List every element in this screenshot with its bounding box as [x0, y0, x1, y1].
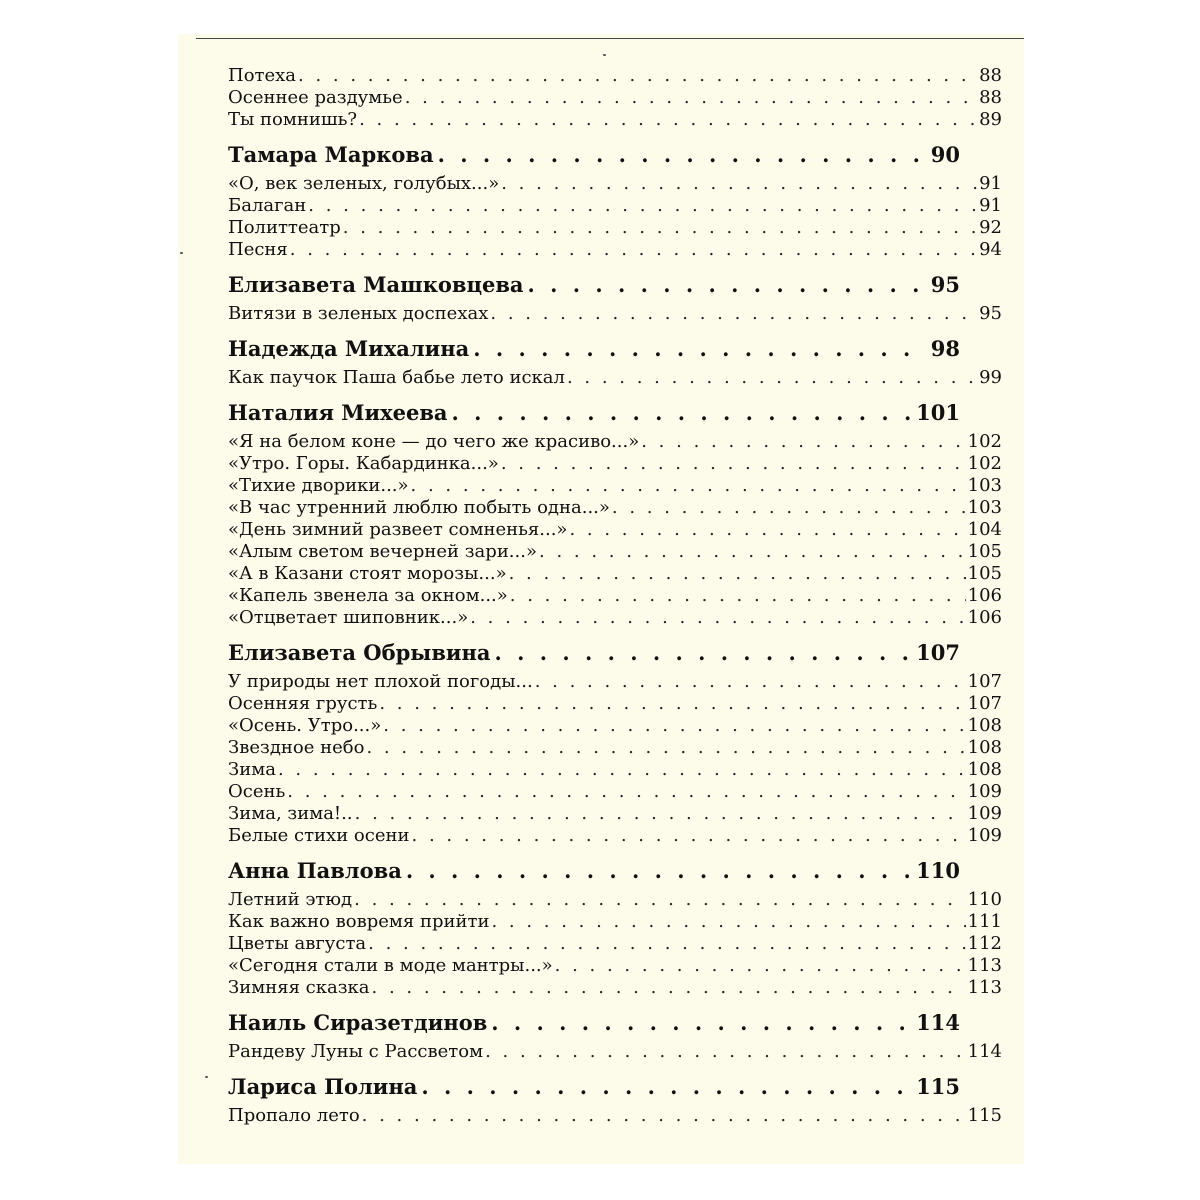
- toc-entry: [228, 563, 1002, 585]
- dot-leader: [473, 335, 927, 363]
- toc-entry: [228, 217, 1002, 239]
- toc-section: [228, 1009, 1002, 1063]
- entry-title: Песня: [228, 239, 288, 260]
- dot-leader: [359, 109, 977, 131]
- book-page: [178, 34, 1024, 1164]
- toc-entry: [228, 759, 1002, 781]
- entry-title: Звездное небо: [228, 737, 365, 758]
- entry-page-number: 106: [967, 585, 1002, 606]
- dot-leader: [308, 195, 977, 217]
- entry-title: «Алым светом вечерней зари...»: [228, 541, 537, 562]
- toc-entry: [228, 803, 1002, 825]
- author-page-number: 115: [916, 1074, 960, 1099]
- entry-title: «Сегодня стали в моде мантры...»: [228, 955, 553, 976]
- entry-page-number: 103: [967, 475, 1002, 496]
- toc-entry: [228, 585, 1002, 607]
- print-speck: [180, 252, 183, 254]
- entry-page-number: 112: [967, 933, 1002, 954]
- dot-leader: [368, 933, 965, 955]
- dot-leader: [641, 431, 965, 453]
- author-name: Тамара Маркова: [228, 142, 434, 167]
- toc-entry: [228, 367, 1002, 389]
- entry-page-number: 103: [967, 497, 1002, 518]
- entry-title: Пропало лето: [228, 1105, 360, 1126]
- dot-leader: [494, 639, 912, 667]
- dot-leader: [412, 825, 966, 847]
- dot-leader: [287, 781, 965, 803]
- entry-page-number: 102: [967, 453, 1002, 474]
- dot-leader: [366, 737, 965, 759]
- entry-title: «А в Казани стоят морозы...»: [228, 563, 507, 584]
- entry-title: Цветы августа: [228, 933, 367, 954]
- dot-leader: [383, 715, 965, 737]
- toc-entry: [228, 497, 1002, 519]
- entry-page-number: 104: [967, 519, 1002, 540]
- toc-entry: [228, 715, 1002, 737]
- dot-leader: [555, 955, 966, 977]
- entry-title: Как важно вовремя прийти: [228, 911, 490, 932]
- toc-section: [228, 1073, 1002, 1127]
- dot-leader: [510, 585, 966, 607]
- entry-page-number: 99: [979, 367, 1002, 388]
- author-page-number: 114: [916, 1010, 960, 1035]
- author-heading: [228, 857, 960, 885]
- toc-entry: [228, 239, 1002, 261]
- author-heading: [228, 335, 960, 363]
- author-page-number: 107: [916, 640, 960, 665]
- entry-title: Осенняя грусть: [228, 693, 378, 714]
- entry-page-number: 105: [967, 563, 1002, 584]
- entry-page-number: 89: [979, 109, 1002, 130]
- entry-page-number: 109: [967, 781, 1002, 802]
- entry-title: Витязи в зеленых доспехах: [228, 303, 489, 324]
- entry-title: Ты помнишь?: [228, 109, 358, 130]
- author-name: Елизавета Обрывина: [228, 640, 491, 665]
- toc-entry: [228, 955, 1002, 977]
- entry-title: Зима, зима!..: [228, 803, 353, 824]
- dot-leader: [372, 977, 966, 999]
- table-of-contents: [228, 65, 1002, 1127]
- author-page-number: 90: [930, 142, 960, 167]
- dot-leader: [343, 217, 977, 239]
- toc-entry: [228, 173, 1002, 195]
- toc-entry: [228, 933, 1002, 955]
- author-page-number: 101: [916, 400, 960, 425]
- entry-page-number: 108: [967, 715, 1002, 736]
- author-name: Анна Павлова: [228, 858, 402, 883]
- dot-leader: [491, 1009, 912, 1037]
- entry-title: «Отцветает шиповник...»: [228, 607, 469, 628]
- entry-title: Осень: [228, 781, 286, 802]
- entry-page-number: 111: [967, 911, 1002, 932]
- toc-entry: [228, 475, 1002, 497]
- entry-page-number: 94: [979, 239, 1002, 260]
- toc-entry: [228, 889, 1002, 911]
- toc-entry: [228, 1105, 1002, 1127]
- toc-entry: [228, 431, 1002, 453]
- entry-title: «Я на белом коне — до чего же красиво...»: [228, 431, 640, 452]
- entry-page-number: 107: [967, 671, 1002, 692]
- author-heading: [228, 1009, 960, 1037]
- dot-leader: [452, 399, 913, 427]
- author-name: Наталия Михеева: [228, 400, 448, 425]
- entry-title: У природы нет плохой погоды...: [228, 671, 533, 692]
- toc-section: [228, 335, 1002, 389]
- toc-entry: [228, 453, 1002, 475]
- dot-leader: [501, 453, 966, 475]
- author-page-number: 98: [930, 336, 960, 361]
- entry-page-number: 88: [979, 65, 1002, 86]
- entry-title: Как паучок Паша бабье лето искал: [228, 367, 565, 388]
- entry-title: «Капель звенела за окном...»: [228, 585, 508, 606]
- dot-leader: [539, 541, 966, 563]
- toc-entry: [228, 825, 1002, 847]
- entry-title: Балаган: [228, 195, 307, 216]
- toc-entry: [228, 911, 1002, 933]
- dot-leader: [438, 141, 927, 169]
- dot-leader: [421, 1073, 912, 1101]
- dot-leader: [501, 173, 977, 195]
- dot-leader: [490, 303, 977, 325]
- entry-page-number: 107: [967, 693, 1002, 714]
- entry-title: Белые стихи осени: [228, 825, 410, 846]
- toc-entry: [228, 87, 1002, 109]
- entry-page-number: 95: [979, 303, 1002, 324]
- toc-section: [228, 639, 1002, 847]
- entry-page-number: 114: [967, 1041, 1002, 1062]
- toc-entry: [228, 109, 1002, 131]
- author-name: Наиль Сиразетдинов: [228, 1010, 488, 1035]
- toc-entry: [228, 977, 1002, 999]
- entry-title: «В час утренний люблю побыть одна...»: [228, 497, 610, 518]
- dot-leader: [379, 693, 965, 715]
- toc-entry: [228, 737, 1002, 759]
- toc-entry: [228, 693, 1002, 715]
- entry-page-number: 109: [967, 825, 1002, 846]
- entry-title: Летний этюд: [228, 889, 353, 910]
- entry-title: «День зимний развеет сомненья...»: [228, 519, 568, 540]
- toc-entry: [228, 607, 1002, 629]
- dot-leader: [535, 671, 966, 693]
- entry-page-number: 91: [979, 173, 1002, 194]
- toc-section: [228, 141, 1002, 261]
- entry-title: Зима: [228, 759, 276, 780]
- dot-leader: [354, 889, 966, 911]
- entry-page-number: 108: [967, 737, 1002, 758]
- dot-leader: [509, 563, 966, 585]
- dot-leader: [355, 803, 966, 825]
- toc-entry: [228, 781, 1002, 803]
- dot-leader: [290, 239, 977, 261]
- toc-entry: [228, 195, 1002, 217]
- author-page-number: 110: [916, 858, 960, 883]
- author-page-number: 95: [930, 272, 960, 297]
- entry-page-number: 110: [967, 889, 1002, 910]
- dot-leader: [569, 519, 965, 541]
- toc-entry: [228, 303, 1002, 325]
- entry-page-number: 113: [967, 977, 1002, 998]
- entry-page-number: 88: [979, 87, 1002, 108]
- entry-page-number: 106: [967, 607, 1002, 628]
- toc-section: [228, 271, 1002, 325]
- dot-leader: [411, 475, 966, 497]
- toc-section: [228, 65, 1002, 131]
- dot-leader: [362, 1105, 966, 1127]
- author-heading: [228, 141, 960, 169]
- dot-leader: [298, 65, 977, 87]
- author-name: Лариса Полина: [228, 1074, 418, 1099]
- author-name: Елизавета Машковцева: [228, 272, 524, 297]
- entry-page-number: 108: [967, 759, 1002, 780]
- entry-title: «О, век зеленых, голубых...»: [228, 173, 500, 194]
- print-speck: [205, 1076, 208, 1078]
- toc-section: [228, 857, 1002, 999]
- top-rule: [196, 38, 1024, 39]
- entry-title: «Тихие дворики...»: [228, 475, 409, 496]
- entry-page-number: 109: [967, 803, 1002, 824]
- entry-page-number: 91: [979, 195, 1002, 216]
- dot-leader: [567, 367, 977, 389]
- toc-section: [228, 399, 1002, 629]
- entry-title: Зимняя сказка: [228, 977, 370, 998]
- author-name: Надежда Михалина: [228, 336, 470, 361]
- dot-leader: [470, 607, 965, 629]
- toc-entry: [228, 519, 1002, 541]
- dot-leader: [612, 497, 966, 519]
- author-heading: [228, 639, 960, 667]
- entry-title: «Осень. Утро...»: [228, 715, 382, 736]
- entry-title: Рандеву Луны с Рассветом: [228, 1041, 484, 1062]
- toc-entry: [228, 541, 1002, 563]
- toc-entry: [228, 671, 1002, 693]
- entry-title: Осеннее раздумье: [228, 87, 403, 108]
- entry-title: Потеха: [228, 65, 297, 86]
- dot-leader: [278, 759, 966, 781]
- entry-page-number: 92: [979, 217, 1002, 238]
- dot-leader: [485, 1041, 966, 1063]
- author-heading: [228, 399, 960, 427]
- author-heading: [228, 271, 960, 299]
- entry-title: Политтеатр: [228, 217, 341, 238]
- entry-page-number: 113: [967, 955, 1002, 976]
- toc-entry: [228, 65, 1002, 87]
- dot-leader: [405, 87, 977, 109]
- toc-entry: [228, 1041, 1002, 1063]
- entry-title: «Утро. Горы. Кабардинка...»: [228, 453, 499, 474]
- entry-page-number: 105: [967, 541, 1002, 562]
- entry-page-number: 115: [967, 1105, 1002, 1126]
- dot-leader: [528, 271, 927, 299]
- author-heading: [228, 1073, 960, 1101]
- dot-leader: [406, 857, 912, 885]
- entry-page-number: 102: [967, 431, 1002, 452]
- print-speck: [603, 54, 606, 56]
- dot-leader: [491, 911, 965, 933]
